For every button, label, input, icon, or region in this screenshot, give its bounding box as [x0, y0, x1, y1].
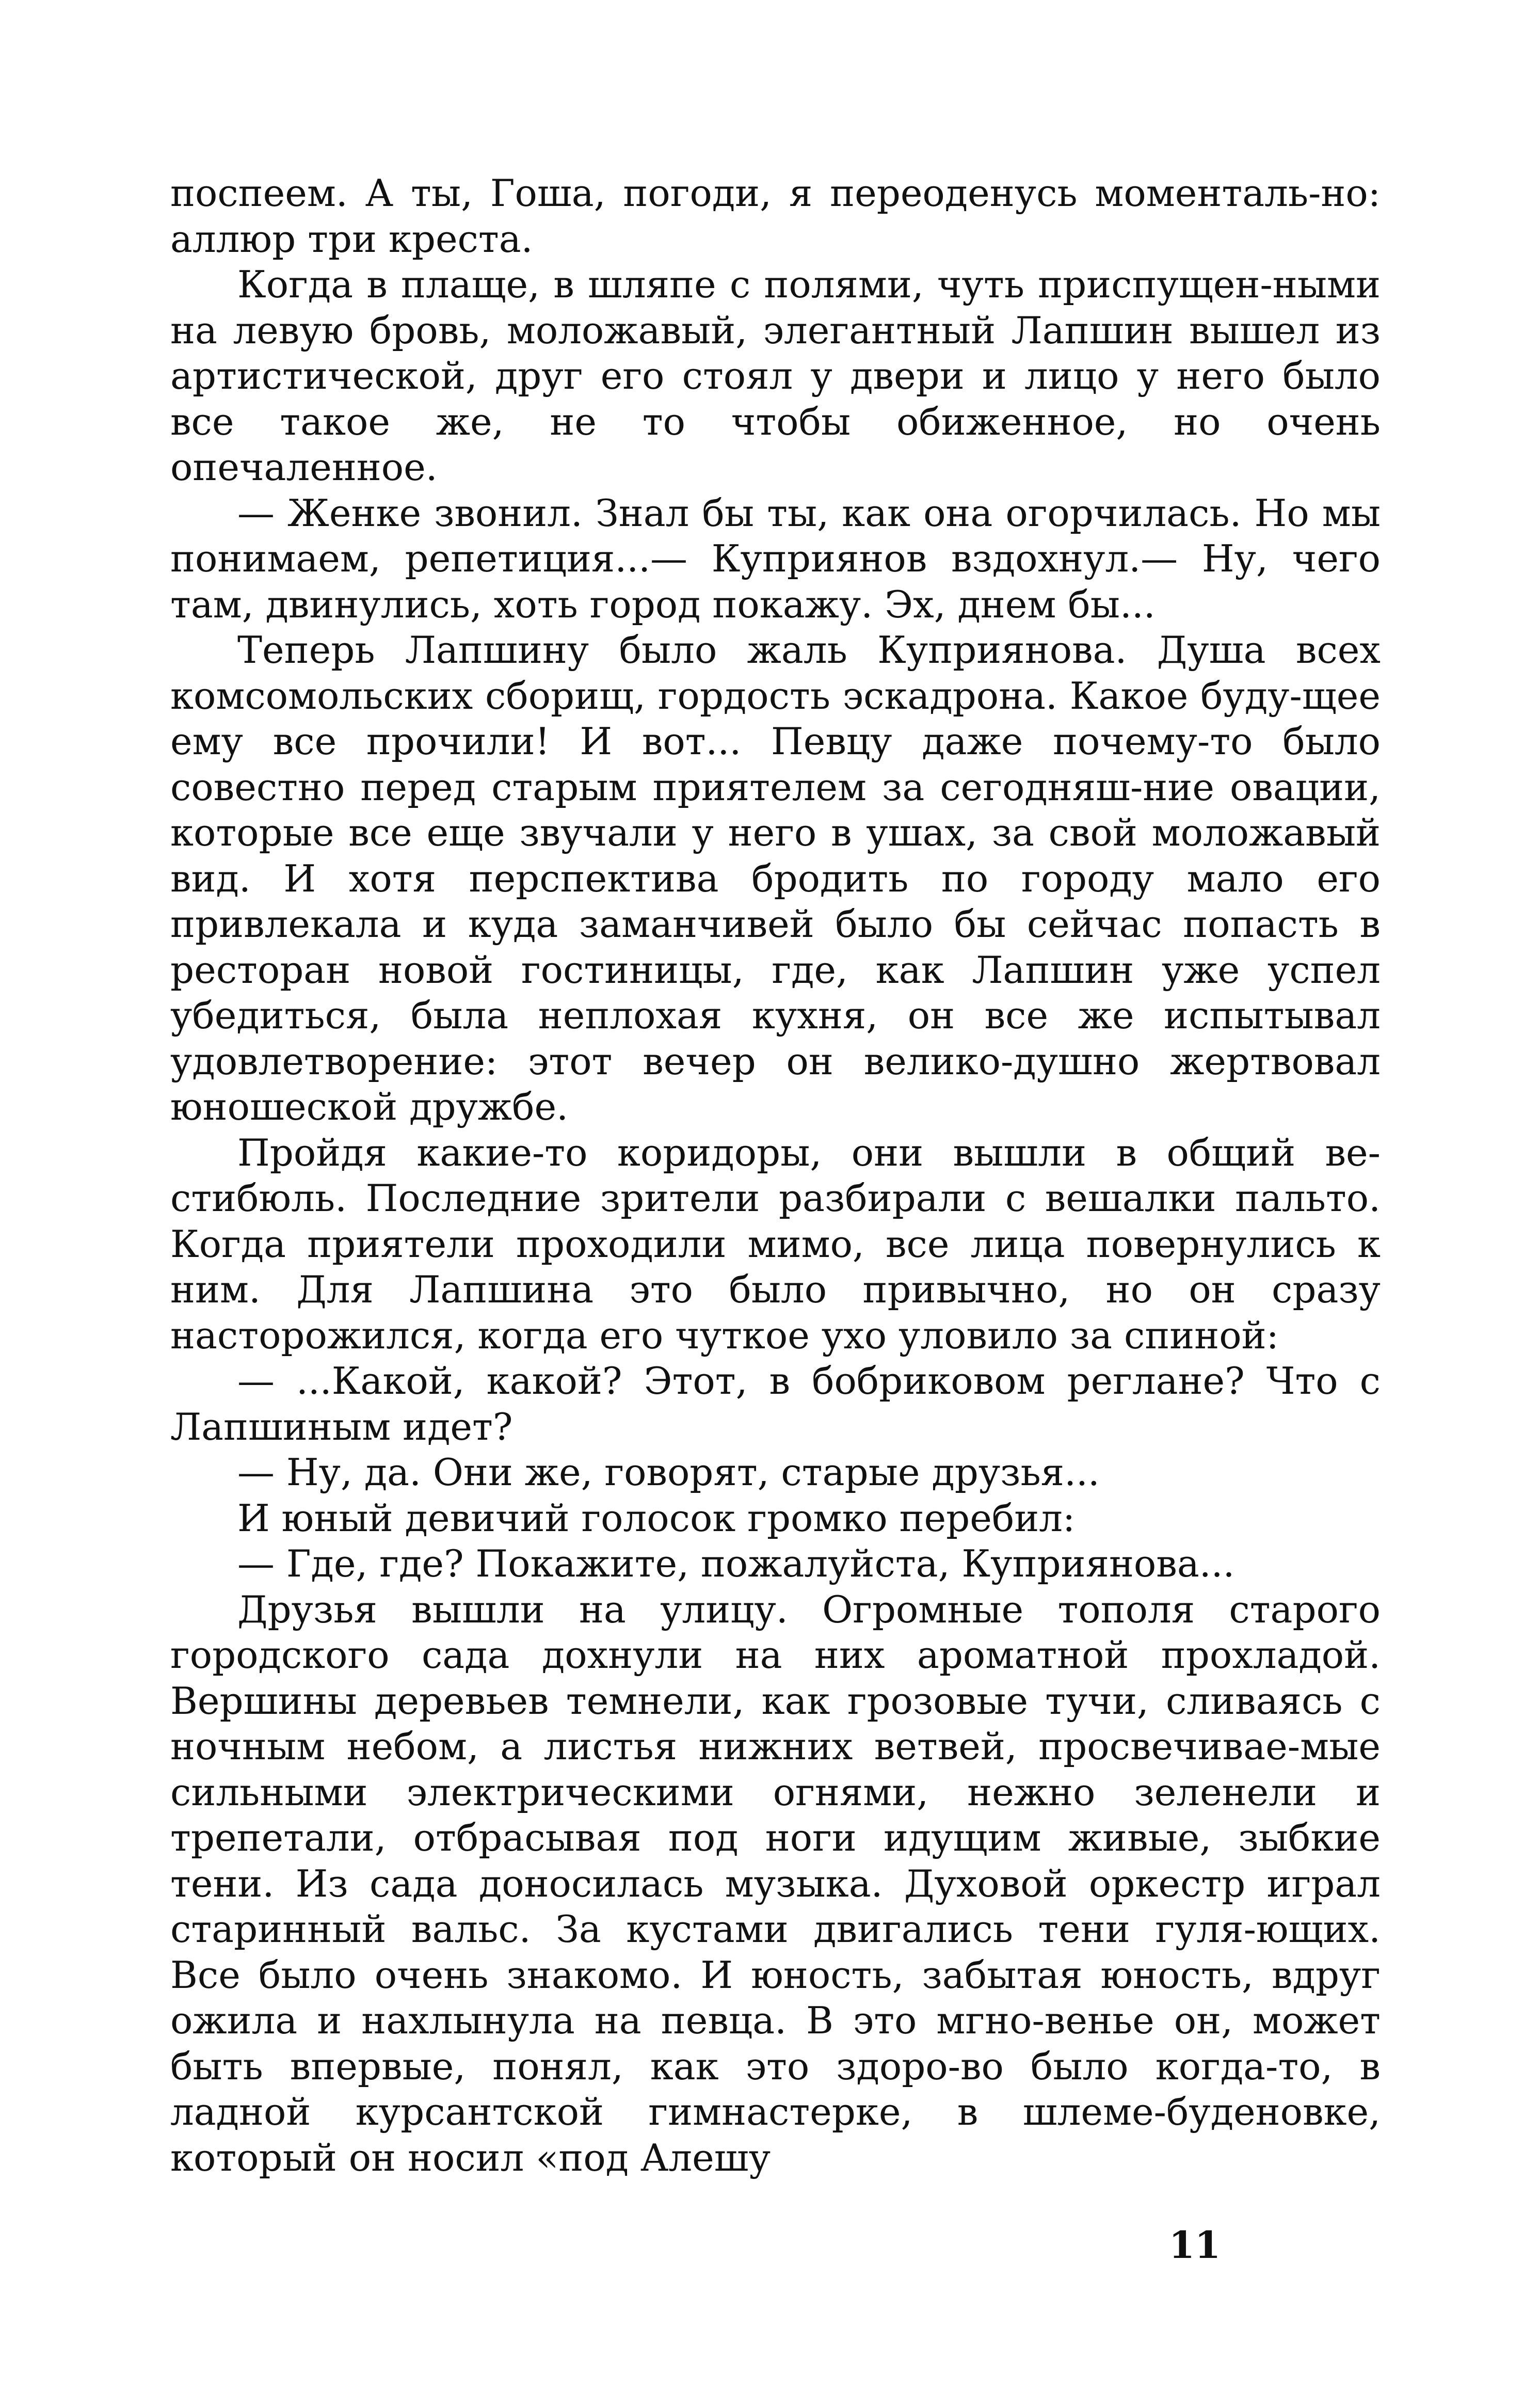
paragraph: И юный девичий голосок громко перебил: [237, 1496, 1076, 1540]
paragraph-dialogue: — Женке звонил. Знал бы ты, как она огорчилась. Но мы понимаем, репетиция...— Куприянов вздохнул.— Ну, чего там, двинулись, хоть город покажу. Эх, днем бы... [170, 491, 1381, 626]
paragraph-dialogue: — Где, где? Покажите, пожалуйста, Куприянова... [237, 1542, 1235, 1585]
paragraph: Когда в плаще, в шляпе с полями, чуть приспущен-ными на левую бровь, моложавый, элегантный Лапшин вышел из артистической, друг его стоял у двери и лицо у него было все такое же, не то чтобы обиженное, но очень опечаленное. [170, 263, 1381, 489]
paragraph-dialogue: — ...Какой, какой? Этот, в бобриковом реглане? Что с Лапшиным идет? [170, 1359, 1381, 1448]
paragraph-continuation: поспеем. А ты, Гоша, погоди, я переоденусь моменталь-но: аллюр три креста. [170, 171, 1381, 261]
paragraph: Теперь Лапшину было жаль Куприянова. Душа всех комсомольских сборищ, гордость эскадрона. Какое буду-щее ему все прочили! И вот... Певцу даже почему-то было совестно перед старым приятелем за сегодняш-ние овации, которые все еще звучали у него в ушах, за свой моложавый вид. И хотя перспектива бродить по городу мало его привлекала и куда заманчивей было бы сейчас попасть в ресторан новой гостиницы, где, как Лапшин уже успел убедиться, была неплохая кухня, он все же испытывал удовлетворение: этот вечер он велико-душно жертвовал юношеской дружбе. [170, 628, 1381, 1128]
page-text [170, 170, 1381, 2180]
page-number: 11 [1168, 2223, 1221, 2267]
paragraph: Друзья вышли на улицу. Огромные тополя старого городского сада дохнули на них ароматной прохладой. Вершины деревьев темнели, как грозовые тучи, сливаясь с ночным небом, а листья нижних ветвей, просвечивае-мые сильными электрическими огнями, нежно зеленели и трепетали, отбрасывая под ноги идущим живые, зыбкие тени. Из сада доносилась музыка. Духовой оркестр играл старинный вальс. За кустами двигались тени гуля-ющих. Все было очень знакомо. И юность, забытая юность, вдруг ожила и нахлынула на певца. В это мгно-венье он, может быть впервые, понял, как это здоро-во было когда-то, в ладной курсантской гимнастерке, в шлеме-буденовке, который он носил «под Алешу [170, 1587, 1381, 2179]
paragraph-dialogue: — Ну, да. Они же, говорят, старые друзья... [237, 1451, 1100, 1494]
paragraph: Пройдя какие-то коридоры, они вышли в общий ве-стибюль. Последние зрители разбирали с вешалки пальто. Когда приятели проходили мимо, все лица повернулись к ним. Для Лапшина это было привычно, но он сразу насторожился, когда его чуткое ухо уловило за спиной: [170, 1131, 1381, 1357]
